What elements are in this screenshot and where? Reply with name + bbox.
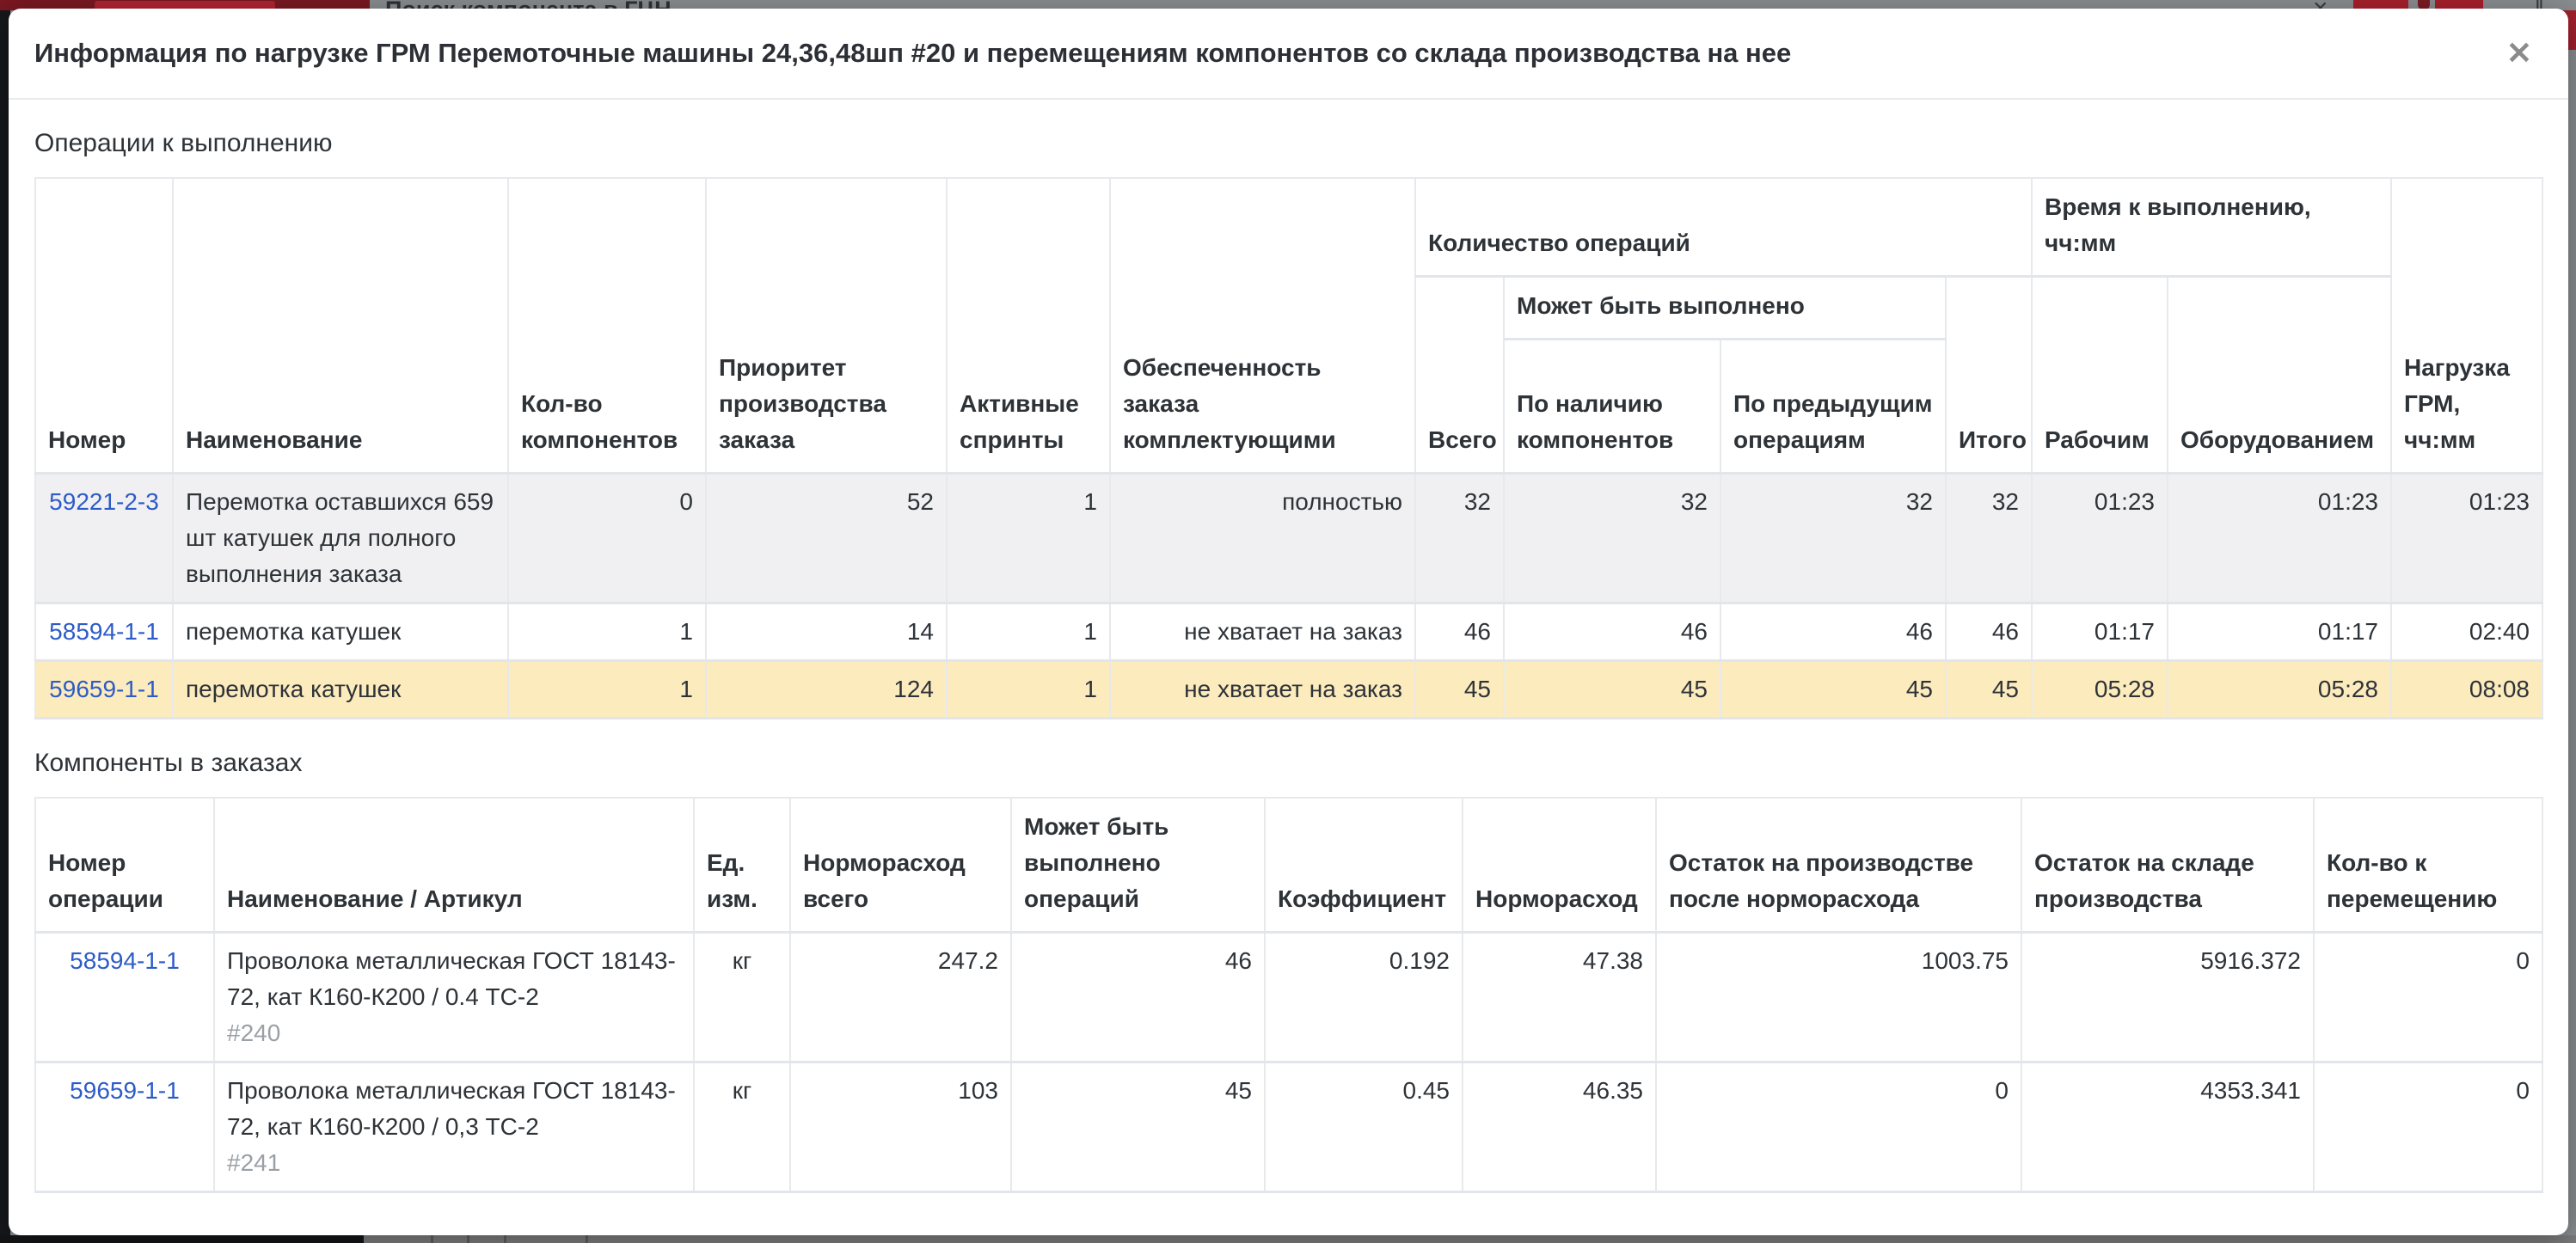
by-components-cell: 45 [1504,661,1720,719]
col-header-by-prev-ops: По предыдущим операциям [1720,340,1946,474]
background-table-border-fragment [467,1235,469,1243]
operation-name-cell: перемотка катушек [173,661,508,719]
background-table-border-fragment [504,1235,506,1243]
col-header-number: Номер [35,178,173,474]
component-name-cell [214,933,694,1062]
operation-number-link[interactable]: 58594-1-1 [49,618,159,645]
stock-rest-cell: 5916.372 [2021,933,2314,1062]
group-header-can-be-done: Может быть выполнено [1504,277,1946,340]
equipment-time-cell: 01:17 [2168,603,2391,661]
total-ops-cell: 46 [1415,603,1504,661]
worker-time-cell: 05:28 [2032,661,2168,719]
worker-time-cell: 01:23 [2032,474,2168,603]
col-header-supply: Обеспеченность заказа комплектующими [1110,178,1415,474]
load-cell: 08:08 [2391,661,2542,719]
col-header-name-article: Наименование / Артикул [214,798,694,933]
background-table-border-fragment [586,1235,588,1243]
total-ops-cell: 32 [1415,474,1504,603]
col-header-load: Нагрузка ГРМ, чч:мм [2391,178,2542,474]
col-header-unit: Ед. изм. [694,798,790,933]
component-name: Проволока металлическая ГОСТ 18143-72, кат К160-К200 / 0.4 ТС-2 [227,947,676,1010]
operations-table [34,177,2543,719]
components-count-cell: 1 [508,661,706,719]
equipment-time-cell: 01:23 [2168,474,2391,603]
unit-cell: кг [694,1062,790,1192]
dialog-body [9,129,2568,1193]
load-cell: 01:23 [2391,474,2542,603]
norm-cell: 46.35 [1463,1062,1656,1192]
col-header-itogo: Итого [1946,277,2032,474]
prod-rest-cell: 1003.75 [1656,933,2021,1062]
dialog-title: Информация по нагрузке ГРМ Перемоточные машины 24,36,48шп #20 и перемещениям компонентов со склада производства на нее [34,38,1792,68]
operations-table-row[interactable] [35,603,2542,661]
operation-name-cell: Перемотка оставшихся 659 шт катушек для полного выполнения заказа [173,474,508,603]
prod-rest-cell: 0 [1656,1062,2021,1192]
col-header-op-number: Номер операции [35,798,214,933]
norm-total-cell: 247.2 [790,933,1011,1062]
operation-number-link[interactable]: 59221-2-3 [49,488,159,515]
operations-table-row[interactable] [35,474,2542,603]
load-cell: 02:40 [2391,603,2542,661]
norm-cell: 47.38 [1463,933,1656,1062]
sprints-cell: 1 [947,661,1110,719]
priority-cell: 14 [706,603,947,661]
components-table-row[interactable] [35,1062,2542,1192]
norm-total-cell: 103 [790,1062,1011,1192]
load-info-dialog [9,9,2568,1235]
operations-table-row[interactable] [35,661,2542,719]
col-header-by-components: По наличию компонентов [1504,340,1720,474]
move-qty-cell: 0 [2314,933,2542,1062]
by-prev-ops-cell: 32 [1720,474,1946,603]
ops-cell: 45 [1011,1062,1265,1192]
components-count-cell: 0 [508,474,706,603]
group-header-time: Время к выполнению, чч:мм [2032,178,2391,277]
coefficient-cell: 0.192 [1265,933,1463,1062]
sprints-cell: 1 [947,474,1110,603]
sprints-cell: 1 [947,603,1110,661]
priority-cell: 124 [706,661,947,719]
close-button[interactable]: ✕ [2499,34,2539,72]
col-header-prod-rest: Остаток на производстве после норморасхода [1656,798,2021,933]
itogo-cell: 45 [1946,661,2032,719]
unit-cell: кг [694,933,790,1062]
dialog-header [9,9,2568,100]
component-name: Проволока металлическая ГОСТ 18143-72, кат К160-К200 / 0,3 ТС-2 [227,1077,676,1140]
by-prev-ops-cell: 45 [1720,661,1946,719]
component-name-cell [214,1062,694,1192]
total-ops-cell: 45 [1415,661,1504,719]
components-table-row[interactable] [35,933,2542,1062]
by-components-cell: 46 [1504,603,1720,661]
itogo-cell: 32 [1946,474,2032,603]
group-header-operations-count: Количество операций [1415,178,2032,277]
col-header-equipment: Оборудованием [2168,277,2391,474]
by-components-cell: 32 [1504,474,1720,603]
col-header-stock-rest: Остаток на складе производства [2021,798,2314,933]
ops-cell: 46 [1011,933,1265,1062]
components-count-cell: 1 [508,603,706,661]
equipment-time-cell: 05:28 [2168,661,2391,719]
components-section-heading: Компоненты в заказах [34,749,303,777]
col-header-total: Всего [1415,277,1504,474]
component-operation-link[interactable]: 59659-1-1 [70,1077,180,1104]
col-header-can-be-done-ops: Может быть выполнено операций [1011,798,1265,933]
col-header-sprints: Активные спринты [947,178,1110,474]
operations-section-heading: Операции к выполнению [34,129,333,157]
supply-cell: не хватает на заказ [1110,603,1415,661]
col-header-components: Кол-во компонентов [508,178,706,474]
col-header-priority: Приоритет производства заказа [706,178,947,474]
itogo-cell: 46 [1946,603,2032,661]
background-table-border-fragment [431,1235,433,1243]
background-black-bar [0,1235,364,1243]
move-qty-cell: 0 [2314,1062,2542,1192]
worker-time-cell: 01:17 [2032,603,2168,661]
operation-name-cell: перемотка катушек [173,603,508,661]
background-bottombar-sliver [0,1235,2576,1243]
by-prev-ops-cell: 46 [1720,603,1946,661]
col-header-norm: Норморасход [1463,798,1656,933]
col-header-name: Наименование [173,178,508,474]
component-id-note: #240 [227,1020,281,1046]
supply-cell: полностью [1110,474,1415,603]
component-operation-link[interactable]: 58594-1-1 [70,947,180,974]
col-header-worker: Рабочим [2032,277,2168,474]
component-id-note: #241 [227,1149,281,1176]
components-table [34,797,2543,1193]
operation-number-link[interactable]: 59659-1-1 [49,676,159,702]
col-header-coefficient: Коэффициент [1265,798,1463,933]
col-header-norm-total: Норморасход всего [790,798,1011,933]
stock-rest-cell: 4353.341 [2021,1062,2314,1192]
supply-cell: не хватает на заказ [1110,661,1415,719]
coefficient-cell: 0.45 [1265,1062,1463,1192]
priority-cell: 52 [706,474,947,603]
col-header-move-qty: Кол-во к перемещению [2314,798,2542,933]
